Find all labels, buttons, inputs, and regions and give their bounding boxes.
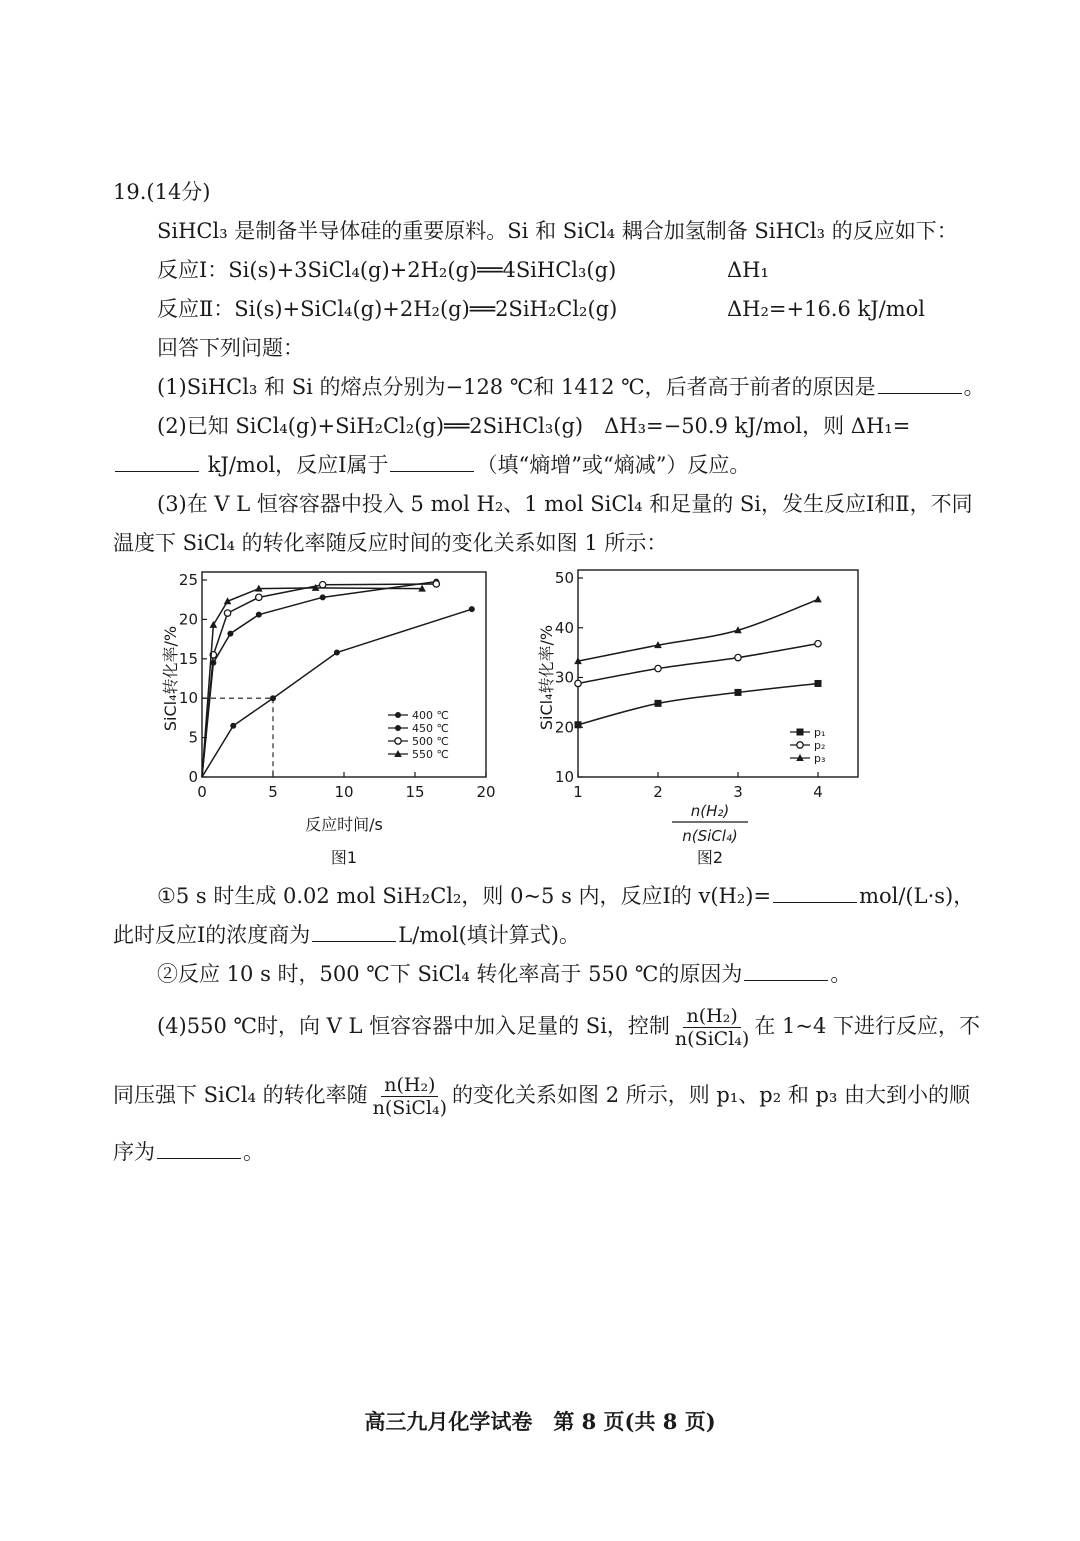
x-axis-label: 反应时间/s (305, 815, 383, 834)
question-3-1-text-c: 此时反应Ⅰ的浓度商为 (113, 923, 311, 947)
question-2-line-1: (2)已知 SiCl₄(g)+SiH₂Cl₂(g)══2SiHCl₃(g) ΔH₃=−50.9 kJ/mol，则 ΔH₁= (157, 414, 911, 438)
legend-label: 400 ℃ (412, 709, 449, 722)
legend-marker (797, 742, 803, 748)
series-line (202, 582, 436, 777)
fraction-numerator: n(H₂) (381, 1074, 438, 1097)
answer-blank-2a[interactable] (115, 453, 199, 472)
legend-label: p₂ (814, 739, 826, 752)
question-3-2 (157, 960, 851, 988)
question-4-line-3 (113, 1138, 264, 1166)
x-tick-label: 4 (813, 783, 823, 801)
fraction-denominator: n(SiCl₄) (372, 1097, 448, 1119)
question-4-text-d: 的变化关系如图 2 所示，则 p₁、p₂ 和 p₃ 由大到小的顺 (452, 1083, 971, 1107)
x-tick-label: 3 (733, 783, 743, 801)
question-3-1-line-2 (113, 921, 580, 949)
question-1-end: 。 (963, 375, 985, 399)
y-tick-label: 15 (178, 649, 198, 668)
ratio-fraction-2 (370, 1074, 450, 1119)
data-point (655, 700, 662, 707)
answer-blank-3c[interactable] (744, 962, 828, 981)
question-number: 19.(14分) (113, 180, 211, 204)
series-line (202, 584, 436, 777)
reaction-2-enthalpy: ΔH₂=+16.6 kJ/mol (727, 297, 926, 321)
answer-blank-4[interactable] (157, 1140, 241, 1159)
y-tick-label: 40 (554, 618, 574, 637)
page-footer: 高三九月化学试卷 第 8 页(共 8 页) (364, 1409, 716, 1434)
answer-blank-3a[interactable] (773, 884, 857, 903)
legend-label: p₃ (814, 752, 826, 765)
figure-2-chart (520, 560, 900, 870)
figure-caption: 图2 (696, 848, 724, 867)
question-3-line-1: (3)在 V L 恒容容器中投入 5 mol H₂、1 mol SiCl₄ 和足量的 Si，发生反应Ⅰ和Ⅱ，不同 (157, 492, 973, 516)
legend-label: p₁ (814, 726, 826, 739)
legend-marker (395, 738, 401, 744)
question-3-1-text-d: L/mol(填计算式)。 (398, 923, 580, 947)
y-tick-label: 10 (554, 768, 574, 786)
answer-blank-3b[interactable] (312, 923, 396, 942)
answer-blank-1[interactable] (878, 375, 962, 394)
x-tick-label: 15 (405, 783, 425, 801)
reaction-1-enthalpy: ΔH₁ (727, 258, 769, 282)
y-axis-label: SiCl₄转化率/% (161, 625, 180, 732)
y-tick-label: 5 (188, 728, 198, 747)
data-point (224, 610, 230, 616)
series-line (578, 599, 818, 661)
legend-label: 500 ℃ (412, 735, 449, 748)
data-point (815, 640, 821, 646)
series-line (578, 683, 818, 724)
x-tick-label: 0 (197, 783, 207, 801)
data-point (735, 689, 742, 696)
legend-label: 450 ℃ (412, 722, 449, 735)
question-3-1-text-b: mol/(L·s)， (859, 884, 975, 908)
series-line (202, 588, 422, 777)
question-3-1-text-a: ①5 s 时生成 0.02 mol SiH₂Cl₂，则 0~5 s 内，反应Ⅰ的 v(H₂)= (157, 884, 772, 908)
figure-1-chart (150, 560, 520, 870)
answer-prompt: 回答下列问题： (157, 336, 304, 360)
question-4-text-a: (4)550 ℃时，向 V L 恒容容器中加入足量的 Si，控制 (157, 1014, 670, 1038)
x-tick-label: 1 (573, 783, 583, 801)
data-point (433, 581, 439, 587)
x-tick-label: 2 (653, 783, 663, 801)
data-point (230, 723, 236, 729)
legend-label: 550 ℃ (412, 748, 449, 761)
ratio-fraction-1 (672, 1005, 752, 1050)
data-point (334, 649, 340, 655)
x-axis-label-numerator: n(H₂) (690, 802, 730, 820)
question-3-1-line-1 (157, 882, 974, 910)
legend-marker (395, 725, 401, 731)
data-point (256, 612, 262, 618)
question-4-line-1 (157, 1004, 980, 1050)
data-point (469, 606, 475, 612)
figure-caption: 图1 (330, 848, 358, 867)
question-2-line-2 (113, 451, 750, 479)
data-point (256, 594, 262, 600)
x-tick-label: 10 (334, 783, 354, 801)
question-4-text-c: 同压强下 SiCl₄ 的转化率随 (113, 1083, 368, 1107)
data-point (815, 680, 822, 687)
data-point (575, 680, 581, 686)
legend-marker (395, 712, 401, 718)
y-tick-label: 30 (554, 668, 574, 687)
y-axis-label: SiCl₄转化率/% (537, 624, 556, 731)
question-1-text: (1)SiHCl₃ 和 Si 的熔点分别为−128 ℃和 1412 ℃，后者高于前者的原因是 (157, 375, 876, 399)
question-2-text-b1: kJ/mol，反应Ⅰ属于 (207, 453, 389, 477)
question-3-line-2: 温度下 SiCl₄ 的转化率随反应时间的变化关系如图 1 所示： (113, 531, 668, 555)
question-4-text-e: 序为 (113, 1140, 155, 1164)
question-3-2-end: 。 (830, 962, 852, 986)
y-tick-label: 0 (188, 768, 198, 786)
question-1 (157, 373, 985, 401)
x-tick-label: 20 (476, 783, 496, 801)
question-2-text-b2: （填“熵增”或“熵减”）反应。 (476, 453, 751, 477)
question-4-line-2 (113, 1073, 970, 1119)
data-point (655, 665, 661, 671)
question-intro: SiHCl₃ 是制备半导体硅的重要原料。Si 和 SiCl₄ 耦合加氢制备 SiHCl₃ 的反应如下： (157, 219, 958, 243)
y-tick-label: 20 (178, 610, 198, 629)
data-point (735, 654, 741, 660)
y-tick-label: 10 (178, 689, 198, 708)
y-tick-label: 25 (178, 571, 198, 589)
reaction-2: 反应Ⅱ：Si(s)+SiCl₄(g)+2H₂(g)══2SiH₂Cl₂(g) (157, 297, 618, 321)
y-tick-label: 50 (554, 569, 574, 587)
fraction-denominator: n(SiCl₄) (674, 1028, 750, 1050)
data-point (320, 582, 326, 588)
answer-blank-2b[interactable] (390, 453, 474, 472)
x-tick-label: 5 (268, 783, 278, 801)
question-3-2-text: ②反应 10 s 时，500 ℃下 SiCl₄ 转化率高于 550 ℃的原因为 (157, 962, 743, 986)
series-line (578, 644, 818, 684)
data-point (210, 621, 218, 628)
x-axis-label-denominator: n(SiCl₄) (682, 827, 738, 845)
question-4-text-b: 在 1~4 下进行反应，不 (754, 1014, 980, 1038)
reaction-1: 反应Ⅰ：Si(s)+3SiCl₄(g)+2H₂(g)══4SiHCl₃(g) (157, 258, 617, 282)
data-point (575, 721, 582, 728)
data-point (227, 631, 233, 637)
question-4-end: 。 (243, 1140, 264, 1164)
y-tick-label: 20 (554, 718, 574, 737)
legend-marker (797, 729, 804, 736)
fraction-numerator: n(H₂) (683, 1005, 740, 1028)
data-point (814, 595, 822, 602)
data-point (270, 695, 276, 701)
data-point (320, 594, 326, 600)
